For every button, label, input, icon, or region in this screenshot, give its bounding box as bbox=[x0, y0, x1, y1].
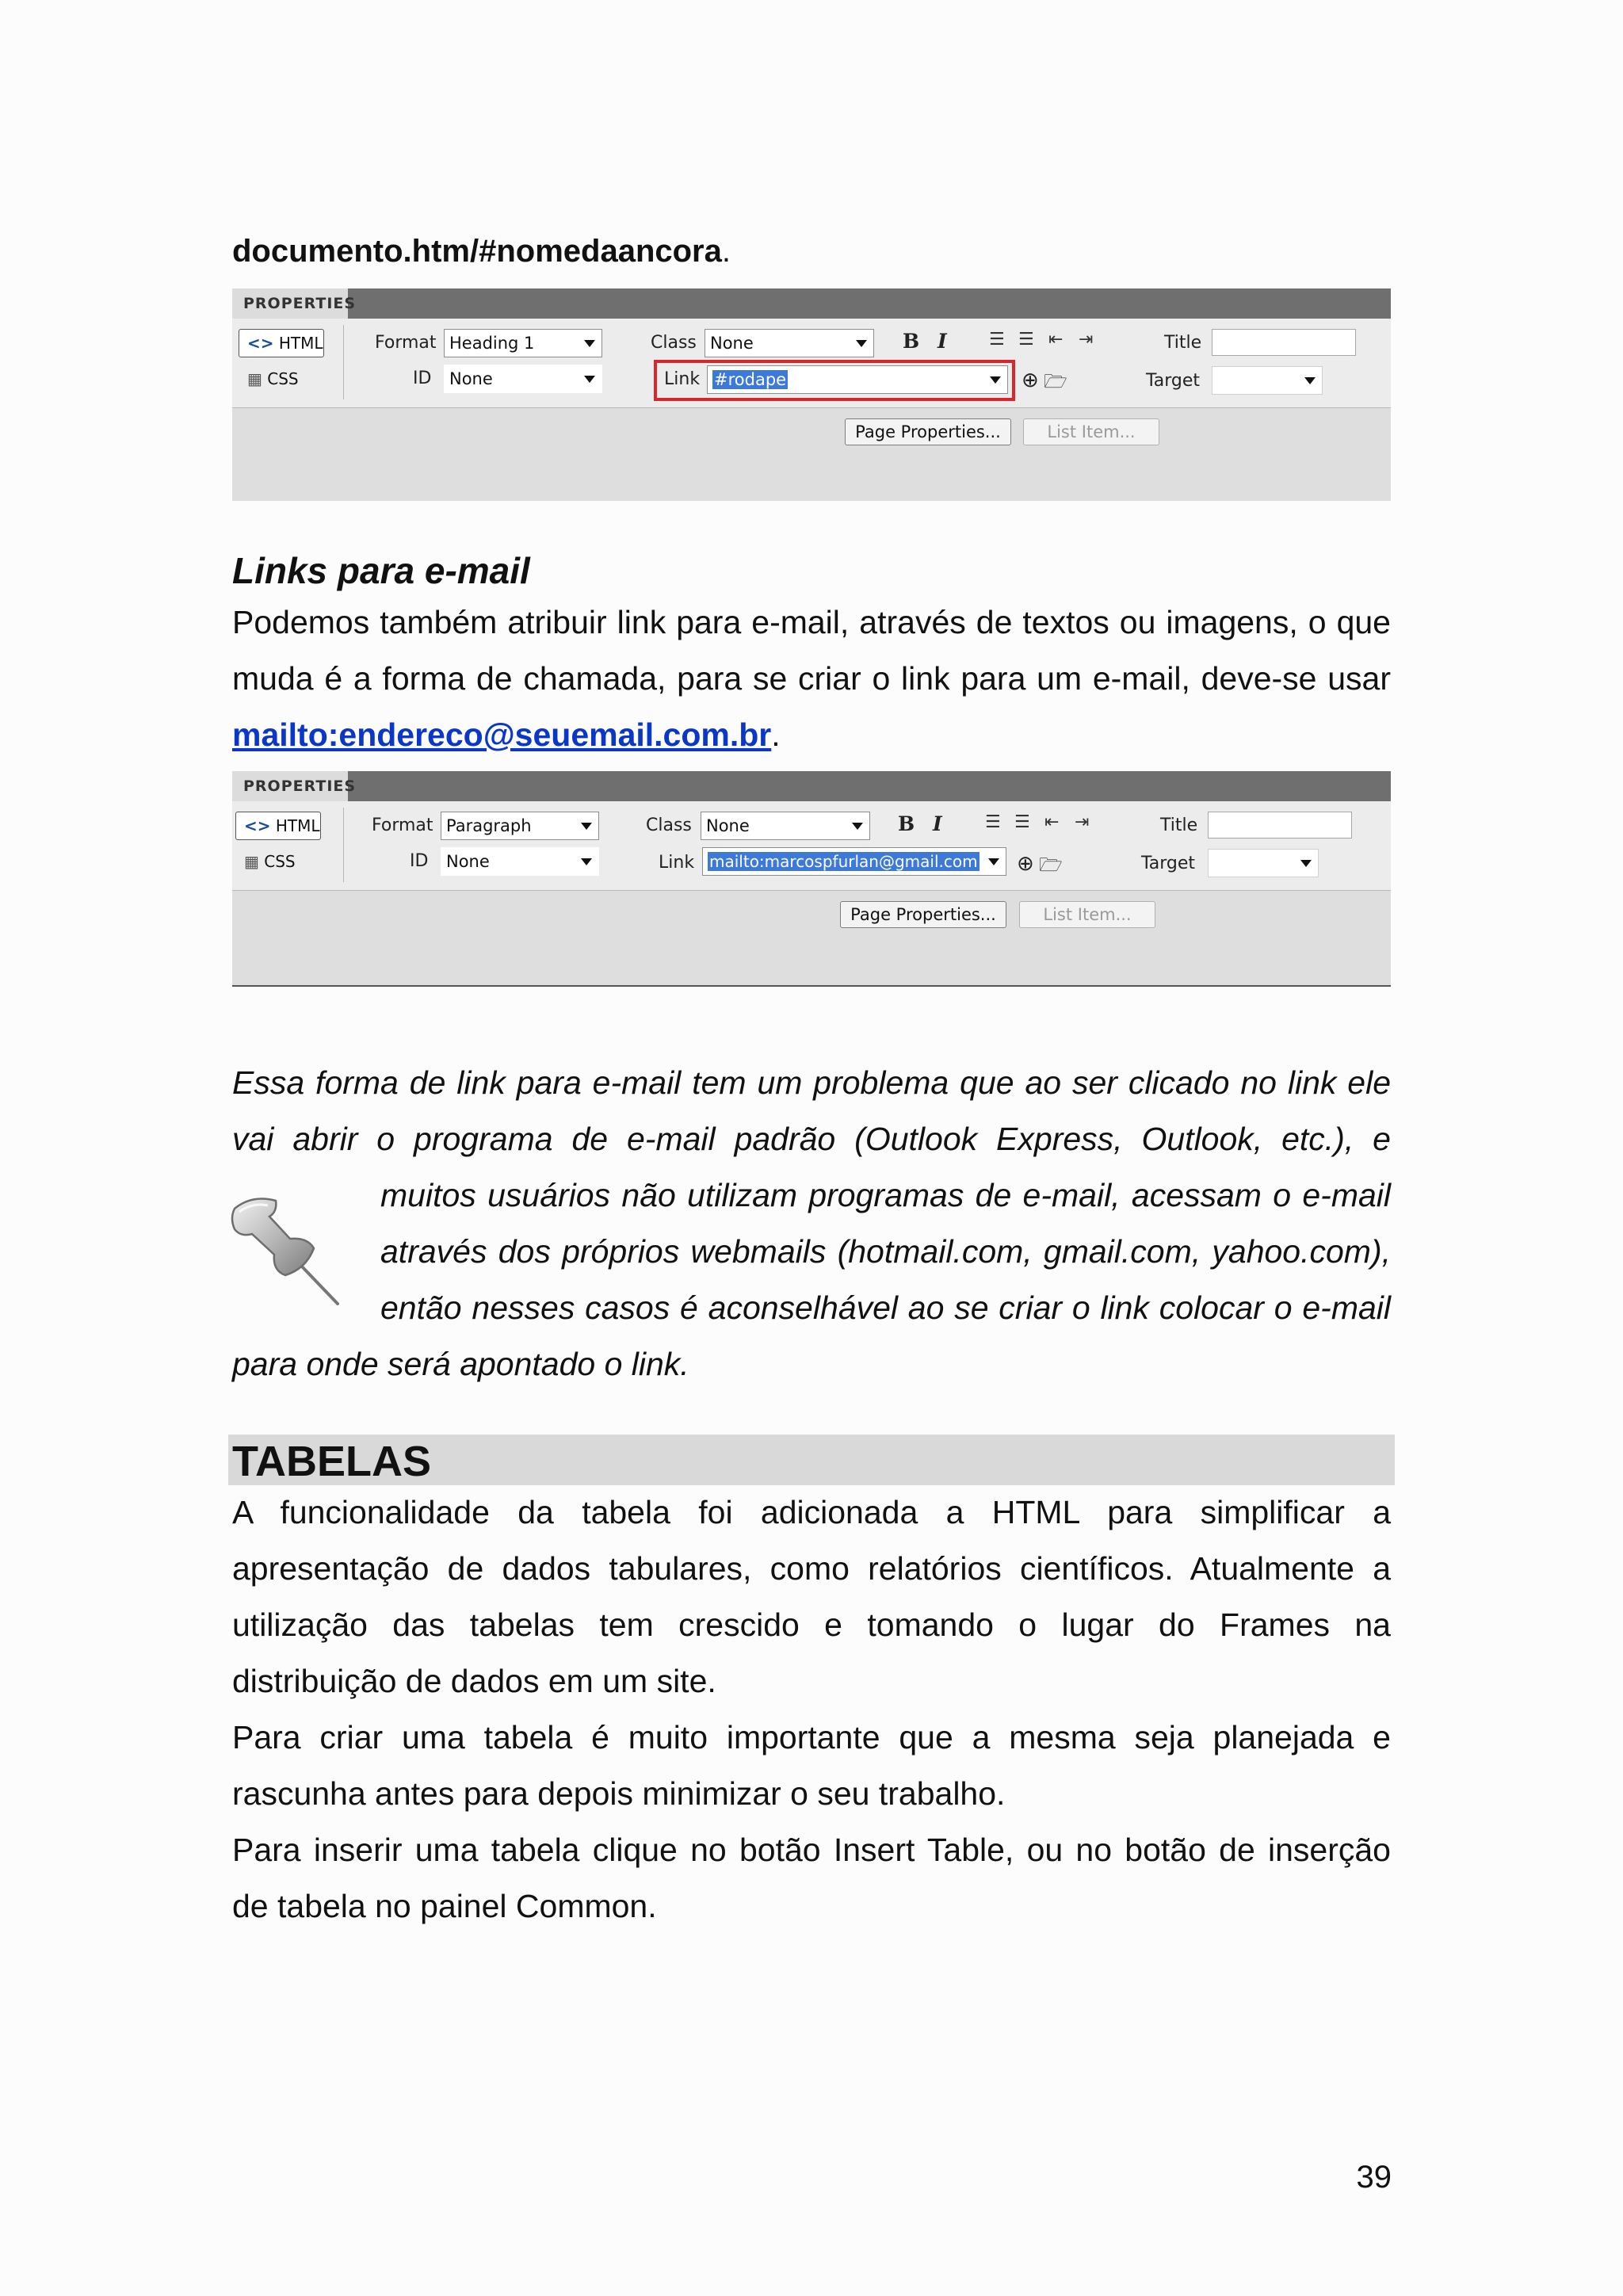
chevron-down-icon bbox=[1300, 860, 1312, 867]
class-value: None bbox=[706, 816, 750, 835]
tabelas-heading-bar bbox=[228, 1435, 1395, 1485]
paragraph-line: através dos próprios webmails (hotmail.com, gmail.com, yahoo.com), bbox=[380, 1233, 1391, 1270]
paragraph-line: rascunha antes para depois minimizar o seu trabalho. bbox=[232, 1775, 1006, 1812]
top-line-period: . bbox=[721, 234, 731, 269]
id-value: None bbox=[446, 852, 490, 871]
page-properties-button[interactable]: Page Properties... bbox=[845, 418, 1011, 445]
id-select[interactable] bbox=[444, 365, 602, 393]
css-grid-icon: ▦ bbox=[244, 852, 259, 871]
title-label: Title bbox=[1160, 816, 1198, 835]
html-toggle-button[interactable] bbox=[239, 329, 324, 357]
chevron-down-icon bbox=[990, 376, 1001, 384]
properties-panel-2 bbox=[232, 771, 1391, 987]
class-value: None bbox=[710, 334, 754, 353]
point-to-file-icon[interactable]: ⊕ bbox=[1022, 369, 1039, 392]
properties-tab[interactable]: PROPERTIES bbox=[232, 771, 348, 801]
link-value: #rodape bbox=[714, 370, 787, 389]
css-toggle-button[interactable] bbox=[239, 365, 324, 393]
css-grid-icon: ▦ bbox=[247, 369, 262, 388]
paragraph-line: então nesses casos é aconselhável ao se criar o link colocar o e-mail bbox=[380, 1289, 1391, 1326]
italic-button[interactable]: I bbox=[933, 812, 942, 835]
chevron-down-icon bbox=[581, 823, 592, 830]
note-paragraph-end bbox=[232, 1336, 1391, 1392]
panel-separator bbox=[343, 808, 344, 882]
format-select[interactable] bbox=[444, 329, 602, 357]
outdent-icon[interactable]: ⇤ bbox=[1044, 812, 1060, 832]
properties-tab[interactable]: PROPERTIES bbox=[232, 288, 348, 319]
ordered-list-icon[interactable]: ☰ bbox=[1014, 812, 1030, 832]
class-label: Class bbox=[646, 816, 692, 835]
panel-topbar bbox=[232, 288, 1391, 319]
paragraph-line: para onde será apontado o link. bbox=[232, 1346, 689, 1382]
chevron-down-icon bbox=[584, 376, 595, 383]
html-toggle-button[interactable] bbox=[235, 812, 321, 840]
email-paragraph bbox=[232, 594, 1391, 763]
code-icon: <> bbox=[247, 334, 274, 353]
paragraph-line: Podemos também atribuir link para e-mail, através de textos ou imagens, o que bbox=[232, 604, 1391, 640]
html-toggle-label: HTML bbox=[278, 334, 323, 353]
title-label: Title bbox=[1164, 333, 1202, 353]
paragraph-line: vai abrir o programa de e-mail padrão (Outlook Express, Outlook, etc.), e bbox=[232, 1121, 1391, 1157]
link-label: Link bbox=[664, 369, 701, 389]
indent-icon[interactable]: ⇥ bbox=[1075, 812, 1090, 832]
ordered-list-icon[interactable]: ☰ bbox=[1018, 330, 1034, 350]
paragraph-line: utilização das tabelas tem crescido e tomando o lugar do Frames na bbox=[232, 1606, 1391, 1643]
title-input[interactable] bbox=[1208, 812, 1352, 839]
unordered-list-icon[interactable]: ☰ bbox=[989, 330, 1005, 350]
link-value: mailto:marcospfurlan@gmail.com bbox=[709, 852, 978, 871]
page-properties-button[interactable]: Page Properties... bbox=[840, 901, 1006, 928]
id-select[interactable] bbox=[441, 847, 599, 876]
chevron-down-icon bbox=[584, 340, 595, 347]
panel-topbar bbox=[232, 771, 1391, 801]
format-label: Format bbox=[375, 333, 437, 353]
class-select[interactable] bbox=[705, 329, 874, 357]
css-toggle-label: CSS bbox=[267, 369, 299, 388]
page-number: 39 bbox=[1356, 2160, 1392, 2195]
id-value: None bbox=[449, 369, 493, 388]
properties-panel-1 bbox=[232, 288, 1391, 501]
tabelas-paragraph-1 bbox=[232, 1484, 1391, 1935]
outdent-icon[interactable]: ⇤ bbox=[1048, 330, 1064, 350]
html-toggle-label: HTML bbox=[275, 816, 320, 835]
pushpin-icon bbox=[228, 1193, 347, 1308]
unordered-list-icon[interactable]: ☰ bbox=[985, 812, 1001, 832]
anchor-url-text: documento.htm/#nomedaancora bbox=[232, 234, 722, 269]
period: . bbox=[771, 716, 781, 753]
paragraph-line: Para criar uma tabela é muito importante que a mesma seja planejada e bbox=[232, 1719, 1391, 1755]
section-heading-email: Links para e-mail bbox=[232, 550, 530, 591]
id-label: ID bbox=[410, 851, 429, 871]
css-toggle-button[interactable] bbox=[235, 847, 321, 876]
folder-icon[interactable]: 🗁 bbox=[1044, 370, 1067, 392]
format-value: Paragraph bbox=[446, 816, 532, 835]
paragraph-line: Essa forma de link para e-mail tem um problema que ao ser clicado no link ele bbox=[232, 1064, 1391, 1101]
paragraph-line: muitos usuários não utilizam programas de e-mail, acessam o e-mail bbox=[380, 1177, 1391, 1213]
class-select[interactable] bbox=[701, 812, 870, 840]
class-label: Class bbox=[651, 333, 697, 353]
paragraph-line: apresentação de dados tabulares, como relatórios científicos. Atualmente a bbox=[232, 1550, 1391, 1587]
chevron-down-icon bbox=[856, 340, 867, 347]
title-input[interactable] bbox=[1212, 329, 1356, 356]
css-toggle-label: CSS bbox=[264, 852, 296, 871]
note-paragraph-top bbox=[232, 1055, 1391, 1167]
bold-button[interactable]: B bbox=[903, 330, 920, 353]
link-input[interactable] bbox=[707, 365, 1008, 394]
chevron-down-icon bbox=[852, 823, 863, 830]
top-line bbox=[232, 227, 731, 275]
chevron-down-icon bbox=[988, 858, 999, 865]
format-value: Heading 1 bbox=[449, 334, 535, 353]
paragraph-line: A funcionalidade da tabela foi adicionada a HTML para simplificar a bbox=[232, 1494, 1391, 1530]
paragraph-line: Para inserir uma tabela clique no botão Insert Table, ou no botão de inserção bbox=[232, 1832, 1391, 1868]
bold-button[interactable]: B bbox=[898, 812, 915, 835]
target-label: Target bbox=[1146, 371, 1201, 391]
note-paragraph-indented bbox=[380, 1167, 1391, 1336]
list-item-button[interactable]: List Item... bbox=[1023, 418, 1159, 445]
indent-icon[interactable]: ⇥ bbox=[1079, 330, 1094, 350]
chevron-down-icon bbox=[581, 858, 592, 865]
mailto-link[interactable]: mailto:endereco@seuemail.com.br bbox=[232, 716, 772, 753]
section-heading-tabelas: TABELAS bbox=[232, 1438, 431, 1485]
paragraph-line bbox=[232, 707, 1391, 763]
folder-icon[interactable]: 🗁 bbox=[1039, 854, 1063, 876]
paragraph-line: distribuição de dados em um site. bbox=[232, 1663, 716, 1699]
target-select[interactable] bbox=[1212, 366, 1323, 395]
link-label: Link bbox=[659, 853, 695, 873]
paragraph-line: muda é a forma de chamada, para se criar o link para um e-mail, deve-se usar bbox=[232, 660, 1391, 697]
target-select[interactable] bbox=[1208, 849, 1319, 877]
target-label: Target bbox=[1141, 854, 1196, 873]
panel-separator bbox=[343, 325, 344, 399]
format-select[interactable] bbox=[441, 812, 599, 840]
code-icon: <> bbox=[244, 816, 271, 835]
link-input[interactable] bbox=[702, 847, 1006, 876]
list-item-button[interactable]: List Item... bbox=[1019, 901, 1155, 928]
chevron-down-icon bbox=[1304, 377, 1316, 384]
format-label: Format bbox=[372, 816, 433, 835]
paragraph-line: de tabela no painel Common. bbox=[232, 1888, 657, 1924]
italic-button[interactable]: I bbox=[938, 330, 947, 353]
point-to-file-icon[interactable]: ⊕ bbox=[1017, 852, 1034, 876]
id-label: ID bbox=[413, 369, 432, 388]
